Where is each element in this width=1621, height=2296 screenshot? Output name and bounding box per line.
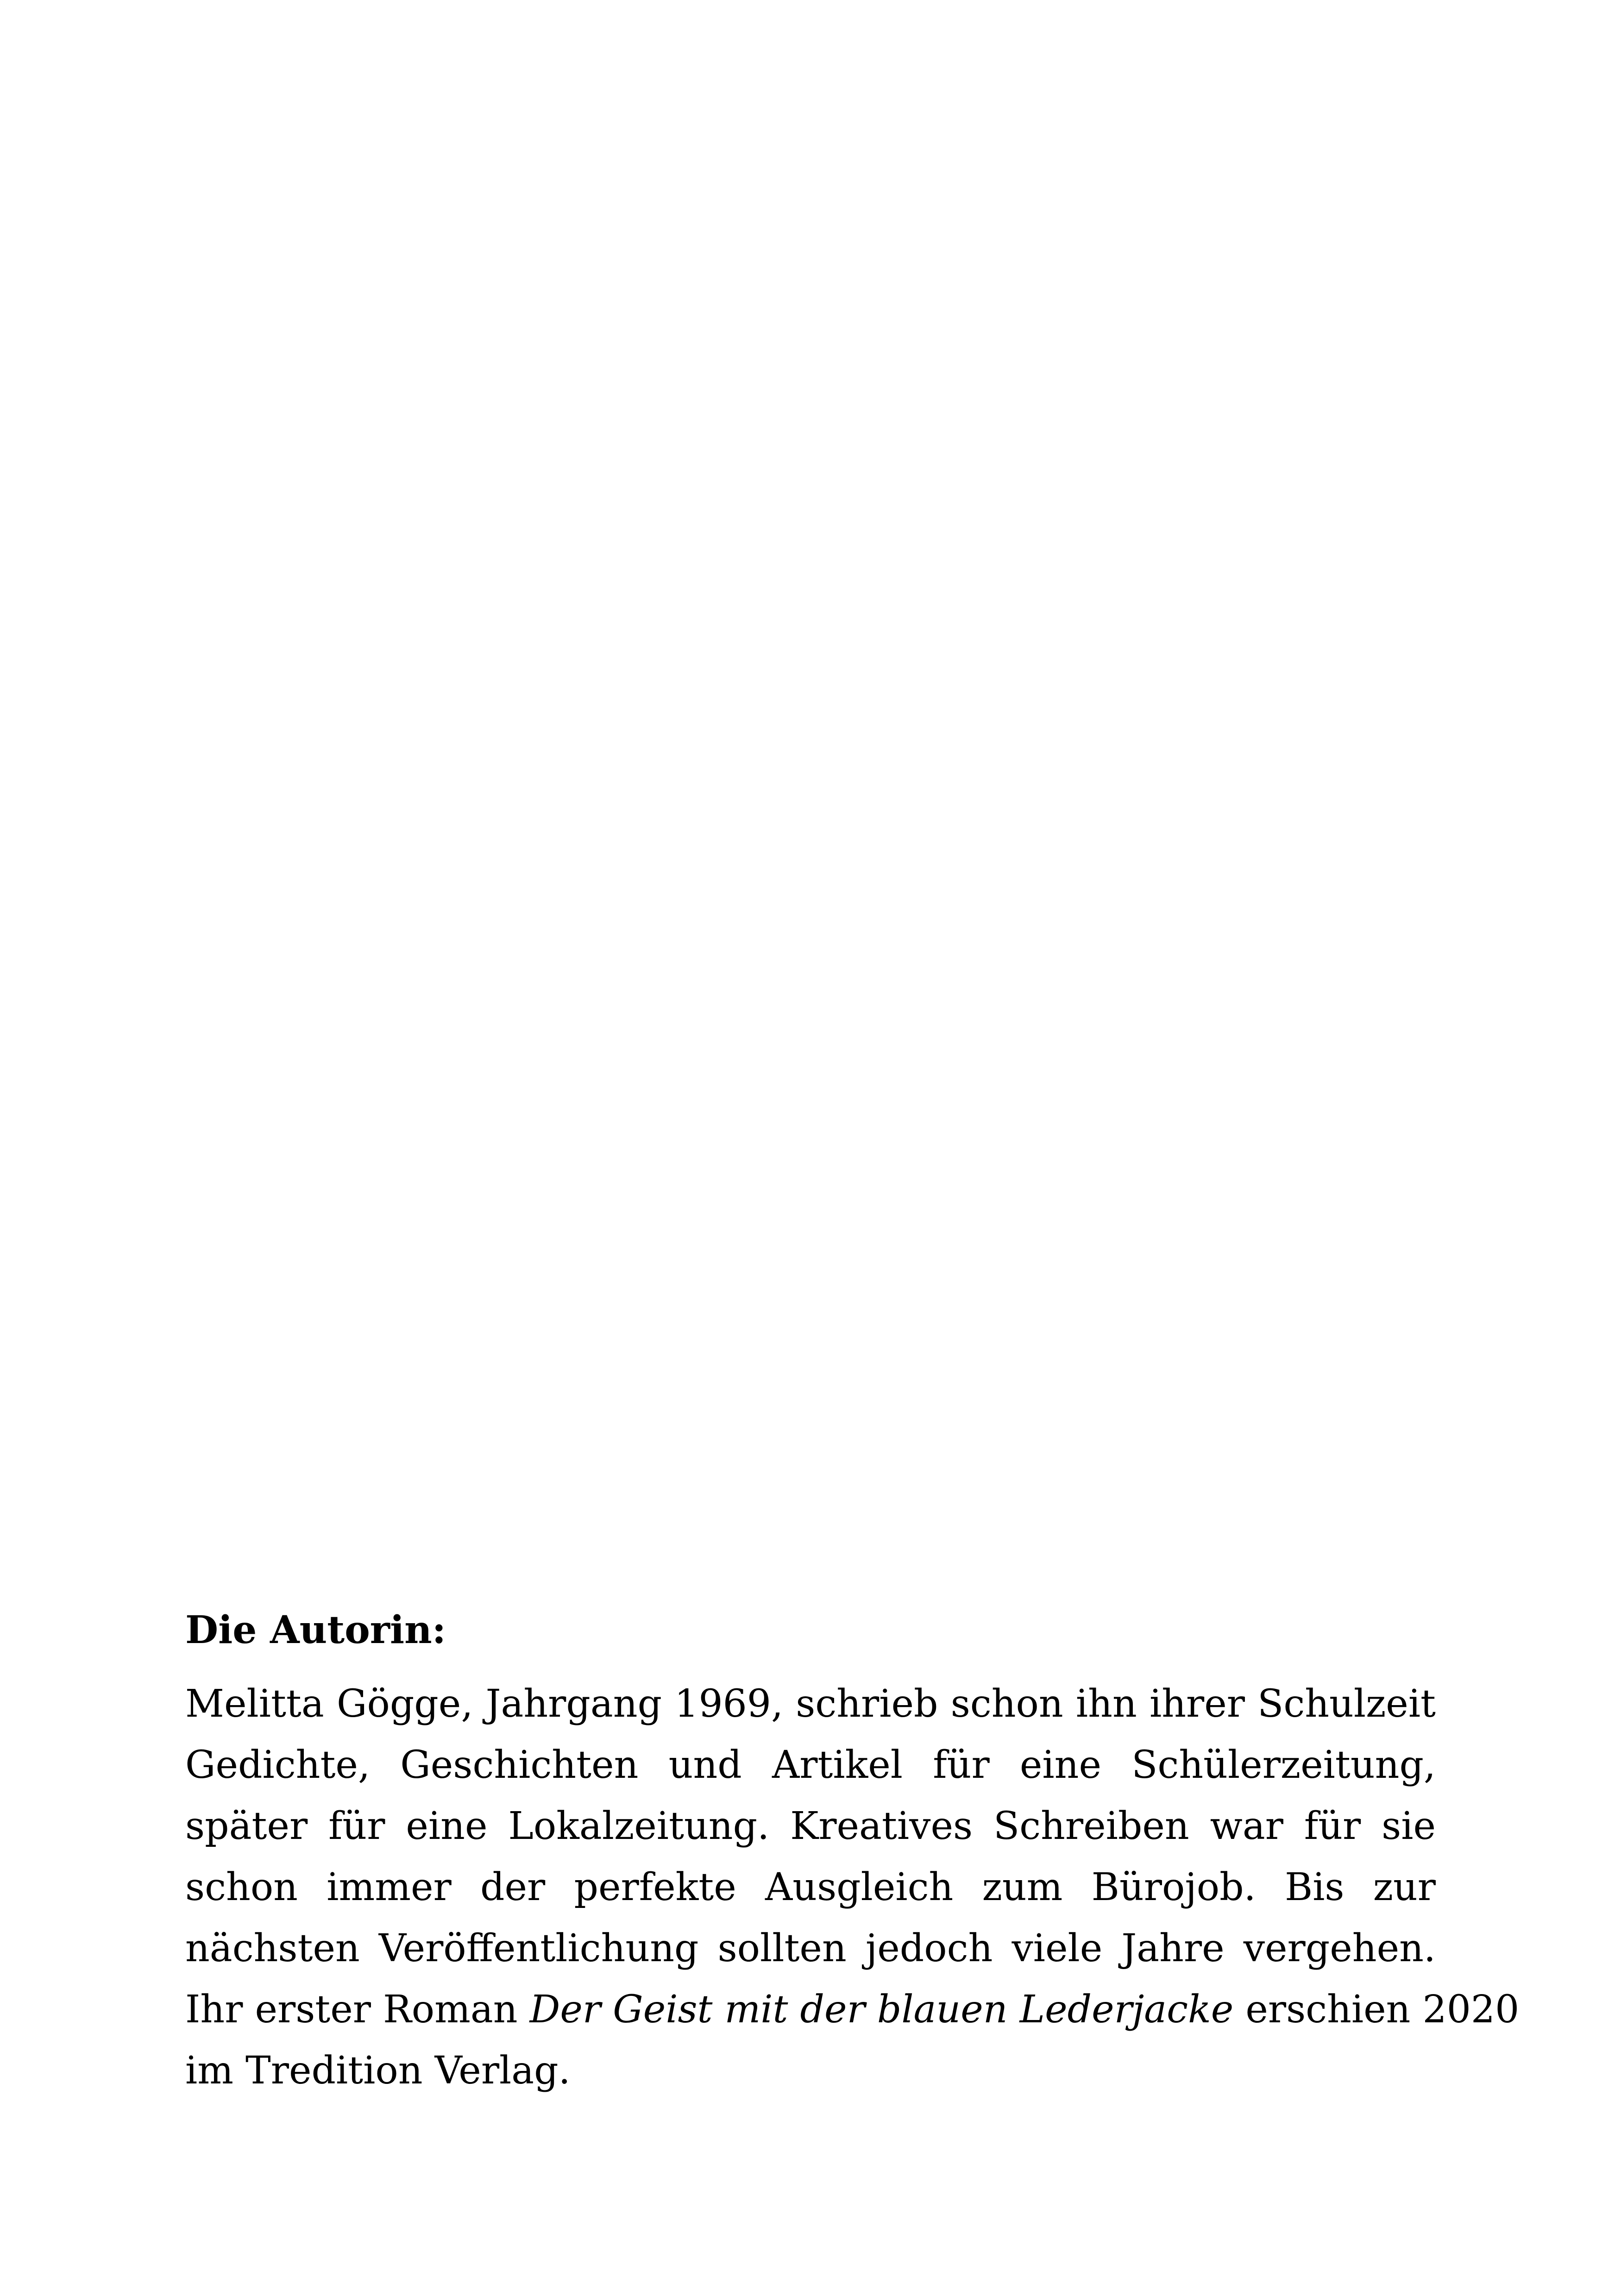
bio-line-6-start: Ihr erster Roman bbox=[185, 1988, 530, 2032]
bio-line-6-end: erschien 2020 bbox=[1233, 1988, 1520, 2032]
novel-title: Der Geist mit der blauen Lederjacke bbox=[529, 1988, 1234, 2032]
bio-line-4: schon immer der perfekte Ausgleich zum Bürojob. Bis zur bbox=[185, 1865, 1436, 1909]
bio-line-5: nächsten Veröffentlichung sollten jedoch viele Jahre vergehen. bbox=[185, 1926, 1436, 1970]
author-section bbox=[185, 1602, 1520, 2102]
bio-line-7: im Tredition Verlag. bbox=[185, 2049, 571, 2093]
bio-line-6 bbox=[185, 1979, 1520, 2040]
author-heading: Die Autorin: bbox=[185, 1608, 446, 1652]
bio-line-3: später für eine Lokalzeitung. Kreatives Schreiben war für sie bbox=[185, 1804, 1436, 1848]
bio-line-1: Melitta Gögge, Jahrgang 1969, schrieb schon ihn ihrer Schulzeit bbox=[185, 1682, 1436, 1726]
author-bio bbox=[185, 1674, 1520, 2102]
bio-line-2: Gedichte, Geschichten und Artikel für eine Schülerzeitung, bbox=[185, 1743, 1436, 1787]
